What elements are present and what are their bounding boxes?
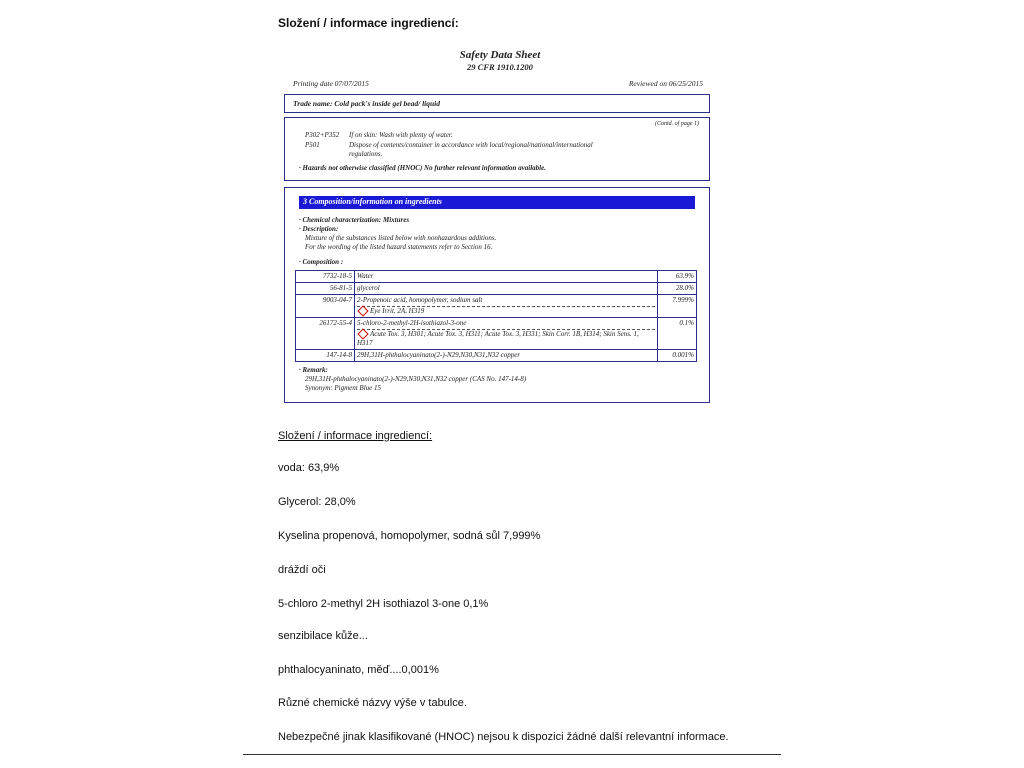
- hazard-line: [357, 306, 655, 316]
- substance-percent: 7.999%: [658, 295, 697, 318]
- translation-line: phthalocyaninato, měď....0,001%: [278, 664, 439, 676]
- hazard-statement: Eye Irrit. 2A, H319: [370, 307, 425, 315]
- p302-text: If on skin: Wash with plenty of water.: [349, 131, 453, 139]
- cas-number: 147-14-8: [296, 350, 355, 362]
- translation-line: Kyselina propenová, homopolymer, sodná sůl 7,999%: [278, 530, 541, 542]
- hazard-line: [357, 329, 655, 348]
- section-3-title: 3 Composition/information on ingredients: [303, 197, 442, 206]
- cas-number: 7732-18-5: [296, 271, 355, 283]
- p302-code: P302+P352: [305, 131, 340, 139]
- p501-text-1: Dispose of contents/container in accordance with local/regional/national/international: [349, 141, 593, 149]
- safety-data-sheet-scan: [285, 45, 715, 405]
- page-heading: Složení / informace ingrediencí:: [278, 16, 459, 30]
- table-row: [296, 295, 697, 318]
- table-row: [296, 350, 697, 362]
- p501-code: P501: [305, 141, 320, 149]
- remark-line-1: 29H,31H-phthalocyaninato(2-)-N29,N30,N31,N32 copper (CAS No. 147-14-8): [305, 375, 527, 383]
- substance-name: Water: [355, 271, 658, 283]
- contd-label: (Contd. of page 1): [655, 121, 699, 127]
- composition-box: [284, 187, 710, 403]
- sds-regulation: 29 CFR 1910.1200: [467, 62, 533, 72]
- p501-text-2: regulations.: [349, 150, 383, 158]
- bottom-divider: [243, 754, 781, 755]
- translation-line: Glycerol: 28,0%: [278, 496, 356, 508]
- composition-label: · Composition :: [299, 258, 344, 266]
- description-line-2: For the wording of the listed hazard statements refer to Section 16.: [305, 243, 493, 251]
- chemical-characterization: · Chemical characterization: Mixtures: [299, 216, 410, 224]
- cas-number: 26172-55-4: [296, 318, 355, 350]
- sds-printing-date: Printing date 07/07/2015: [293, 79, 369, 88]
- table-row: [296, 318, 697, 350]
- remark-label: · Remark:: [299, 366, 328, 374]
- translation-heading: Složení / informace ingrediencí:: [278, 430, 433, 442]
- trade-name-box: [284, 94, 710, 113]
- table-row: [296, 283, 697, 295]
- description-label: · Description:: [299, 225, 339, 233]
- precaution-box: [284, 117, 710, 181]
- cas-number: 56-81-5: [296, 283, 355, 295]
- translation-line: dráždí oči: [278, 564, 326, 576]
- substance-name: glycerol: [355, 283, 658, 295]
- hazard-statement: Acute Tox. 3, H301; Acute Tox. 3, H311; Acute Tox. 3, H331; Skin Corr. 1B, H314; Skin Sens. 1, H317: [357, 330, 639, 347]
- sds-reviewed-date: Reviewed on 06/25/2015: [628, 79, 703, 88]
- substance-cell: [355, 295, 658, 318]
- translation-line: senzibilace kůže...: [278, 630, 368, 642]
- substance-cell: [355, 318, 658, 350]
- trade-name: Trade name: Cold pack's inside gel bead/ liquid: [293, 99, 441, 108]
- substance-percent: 28.0%: [658, 283, 697, 295]
- remark-line-2: Synonym: Pigment Blue 15: [305, 384, 382, 392]
- substance-percent: 63.9%: [658, 271, 697, 283]
- translation-line: Různé chemické názvy výše v tabulce.: [278, 697, 467, 709]
- translation-line: 5-chloro 2-methyl 2H isothiazol 3-one 0,1%: [278, 598, 489, 610]
- substance-percent: 0.001%: [658, 350, 697, 362]
- composition-table: [295, 270, 697, 362]
- cas-number: 9003-04-7: [296, 295, 355, 318]
- hnoc-line: · Hazards not otherwise classified (HNOC) No further relevant information available.: [299, 164, 546, 172]
- substance-name: 5-chloro-2-methyl-2H-isothiazol-3-one: [357, 319, 467, 327]
- table-row: [296, 271, 697, 283]
- sds-title: Safety Data Sheet: [459, 49, 541, 61]
- hazard-diamond-icon: [357, 306, 368, 317]
- translation-line: voda: 63,9%: [278, 462, 340, 474]
- substance-name: 2-Propenoic acid, homopolymer, sodium salt: [357, 296, 483, 304]
- translation-line: Nebezpečné jinak klasifikované (HNOC) nejsou k dispozici žádné další relevantní informace.: [278, 731, 729, 743]
- description-line-1: Mixture of the substances listed below with nonhazardous additions.: [305, 234, 497, 242]
- substance-name: 29H,31H-phthalocyaninato(2-)-N29,N30,N31,N32 copper: [355, 350, 658, 362]
- substance-percent: 0.1%: [658, 318, 697, 350]
- section-3-title-bar: [299, 196, 695, 209]
